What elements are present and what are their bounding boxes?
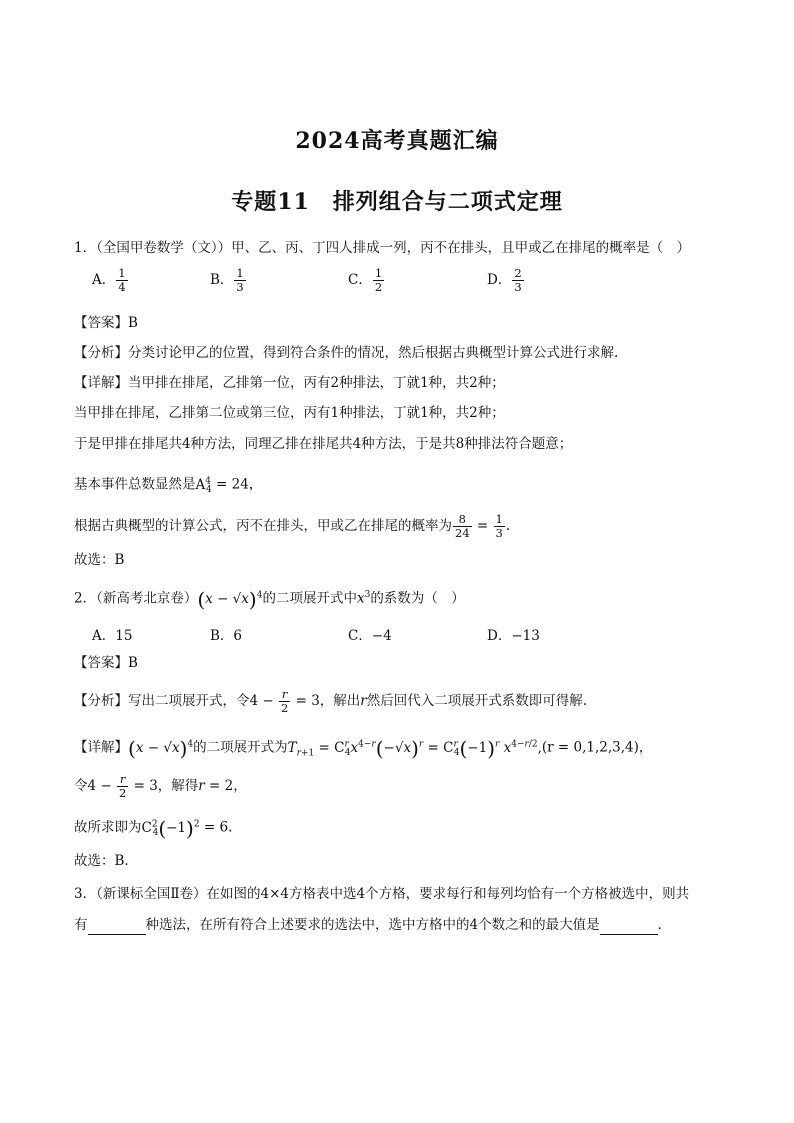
answer-blank-2[interactable] [600,920,658,935]
question-2-option-c: C．−4 [348,628,392,644]
question-1-option-b: B． $\frac{1}{3}$ [210,266,244,294]
question-2-stem: 2．（新高考北京卷）$(x - √x)^4$的二项展开式中$x^3$的系数为（ ） [74,587,465,611]
question-3-line-2: 有 种选法，在所有符合上述要求的选法中，选中方格中的4个数之和的最大值是 ． [74,917,672,933]
question-1-stem: 1．（全国甲卷数学（文））甲、乙、丙、丁四人排成一列，丙不在排头，且甲或乙在排尾的概率是（ ） [74,240,691,256]
question-3-line-1: 3．（新课标全国Ⅱ卷）在如图的4×4方格表中选4个方格，要求每行和每列均恰有一个方格被选中，则共 [74,886,690,902]
question-1-detail-4: 基本事件总数显然是$A^4_4 = 24$， [74,476,263,496]
question-1-option-a: A． $\frac{1}{4}$ [92,266,126,294]
question-2-option-b: B．6 [210,628,243,644]
question-1-detail-1: 【详解】当甲排在排尾，乙排第一位，丙有2种排法，丁就1种，共2种； [74,375,505,391]
question-1-detail-5: 根据古典概型的计算公式，丙不在排头，甲或乙在排尾的概率为 $\frac{8}{24}$ = $\frac{1}{3}$ . [74,512,511,540]
question-2-analysis: 【分析】写出二项展开式，令4 − $\frac{r}{2}$ = 3，解出r然后回代入二项展开式系数即可得解. [74,687,588,715]
question-1-detail-3: 于是甲排在排尾共4种方法，同理乙排在排尾共4种方法，于是共8种排法符合题意； [74,436,573,452]
binomial-expression: $(x - √x)^4$ [197,587,263,611]
question-1-option-d: D． $\frac{2}{3}$ [487,266,522,294]
question-2-detail: 【详解】$(x - √x)^4$的二项展开式为$T_{r+1} = C^r_4x^{4-r}(-√x)^r = C^r_4(-1)^r$ $x^{4-r/2},(r = 0,1,2,3,4)$， [74,736,653,760]
question-1-choose: 故选：B [74,552,125,568]
question-2-step: 令4 − $\frac{r}{2}$ = 3，解得r = 2， [74,772,247,800]
question-1-analysis: 【分析】分类讨论甲乙的位置，得到符合条件的情况，然后根据古典概型计算公式进行求解. [74,345,619,361]
document-subtitle: 专题11 排列组合与二项式定理 [231,189,563,215]
question-2-answer: 【答案】B [74,655,138,671]
document-title: 2024高考真题汇编 [295,128,499,154]
question-1-option-c: C． $\frac{1}{2}$ [348,266,383,294]
question-1-detail-2: 当甲排在排尾，乙排第二位或第三位，丙有1种排法，丁就1种，共2种； [74,405,505,421]
question-2-choose: 故选：B. [74,853,129,869]
answer-blank-1[interactable] [88,920,146,935]
question-2-option-d: D．−13 [487,628,540,644]
question-2-result: 故所求即为$C^2_4(-1)^2 = 6$. [74,816,233,840]
question-1-answer: 【答案】B [74,315,138,331]
question-2-option-a: A．15 [92,628,133,644]
